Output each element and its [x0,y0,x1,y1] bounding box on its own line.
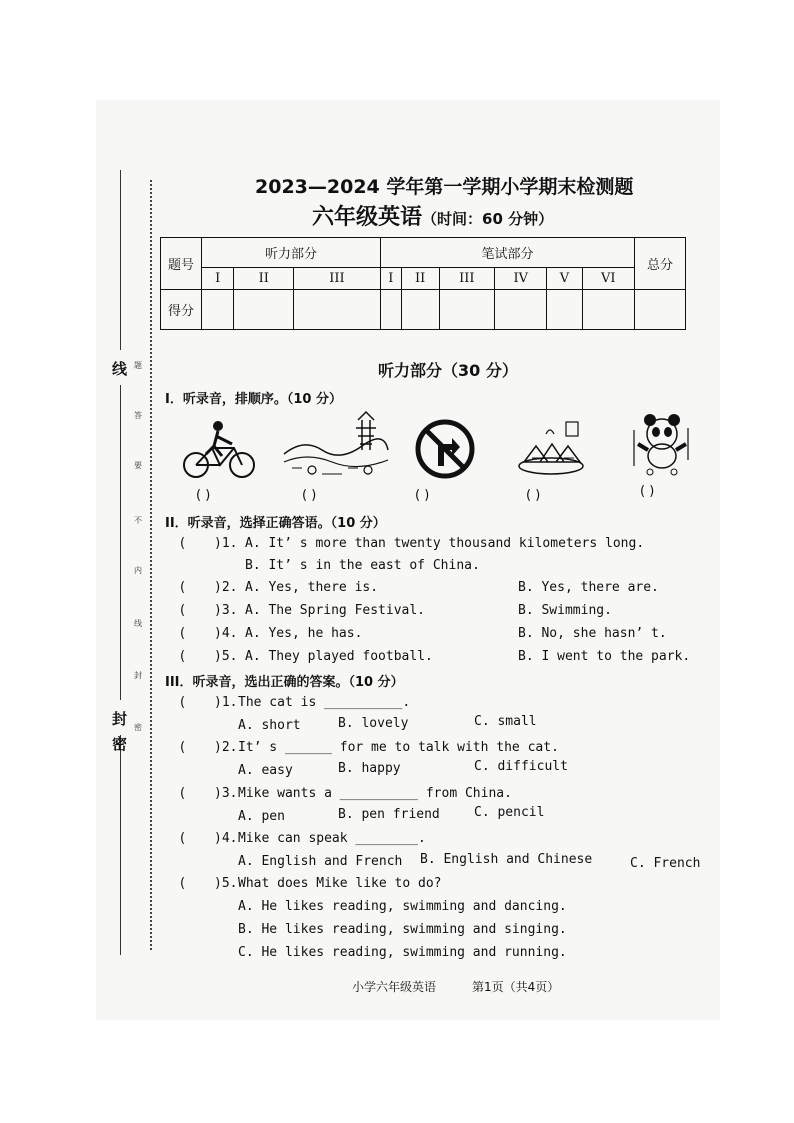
total-score-cell[interactable] [635,290,686,330]
option-c: C. difficult [474,759,568,774]
option-b: B. pen friend [338,807,440,822]
option-a: A. Yes, he has. [245,626,363,641]
option-b: B. Yes, there are. [518,580,659,595]
col-header: I [380,268,401,290]
question-number: )1. [214,695,238,710]
col-header: I [202,268,234,290]
option-c: C. pencil [474,805,545,820]
binding-char-feng: 封 [112,710,128,728]
question-text: What does Mike like to do? [238,876,442,891]
total-score-label: 总分 [635,238,686,290]
binding-dotted-line [150,180,152,950]
question-number: )4. [214,626,238,641]
option-c: C. He likes reading, swimming and running. [238,945,567,960]
order-blank-1[interactable]: ( ) [196,488,211,503]
binding-note-char: 内 [134,566,142,575]
answer-paren[interactable]: ( [180,603,186,618]
no-right-turn-icon [414,418,476,480]
answer-paren[interactable]: ( [180,536,186,551]
binding-line-mid [120,385,121,700]
binding-char-xian: 线 [112,360,128,378]
answer-paren[interactable]: ( [180,831,186,846]
cyclist-icon [182,418,258,480]
order-blank-4[interactable]: ( ) [526,488,541,503]
question-number: )5. [214,876,238,891]
option-a: A. The Spring Festival. [245,603,426,618]
score-cell[interactable] [439,290,494,330]
question-number: )3. [214,603,238,618]
col-header: III [439,268,494,290]
order-blank-5[interactable]: ( ) [640,484,655,499]
col-header: V [547,268,582,290]
question-text: Mike can speak ________. [238,831,426,846]
exam-title: 2023—2024 学年第一学期小学期末检测题 [255,176,634,198]
binding-note-char: 不 [134,516,142,525]
question-text: The cat is __________. [238,695,411,710]
part2-title: II．听录音，选择正确答语。（10 分） [165,516,386,531]
option-a: A. English and French [238,854,403,869]
col-header: III [294,268,381,290]
score-cell[interactable] [202,290,234,330]
option-b: B. lovely [338,716,409,731]
zongzi-icon [516,418,586,480]
binding-note-char: 答 [134,411,142,420]
option-c: C. small [474,714,537,729]
option-a: A. It’ s more than twenty thousand kilometers long. [245,536,645,551]
binding-line-bottom [120,735,121,955]
question-text: Mike wants a __________ from China. [238,786,512,801]
order-blank-2[interactable]: ( ) [302,488,317,503]
answer-paren[interactable]: ( [180,695,186,710]
question-number: )2. [214,740,238,755]
score-table [160,237,686,330]
question-number: )1. [214,536,238,551]
score-row-label: 得分 [161,290,202,330]
score-cell[interactable] [495,290,547,330]
binding-note-char: 密 [134,723,142,732]
score-cell[interactable] [380,290,401,330]
col-header: VI [582,268,634,290]
option-b: B. No, she hasn’ t. [518,626,667,641]
col-header: II [401,268,439,290]
option-b: B. He likes reading, swimming and singing. [238,922,567,937]
score-table-row-label: 题号 [161,238,202,290]
option-b: B. I went to the park. [518,649,691,664]
footer-page-number: 第1页（共4页） [472,980,560,994]
option-b: B. It’ s in the east of China. [245,558,480,573]
col-header: IV [495,268,547,290]
option-a: A. They played football. [245,649,433,664]
part3-title: III．听录音，选出正确的答案。（10 分） [165,675,404,690]
listening-heading: 听力部分（30 分） [378,361,518,380]
part1-title: I．听录音，排顺序。（10 分） [165,392,342,407]
binding-line-top [120,170,121,350]
listening-part-label: 听力部分 [202,238,381,268]
footer-subject: 小学六年级英语 [352,980,437,994]
option-b: B. Swimming. [518,603,612,618]
option-a: A. He likes reading, swimming and dancing. [238,899,567,914]
answer-paren[interactable]: ( [180,786,186,801]
grade-subject: 六年级英语 [312,205,423,230]
time-note: （时间：60 分钟） [422,210,554,228]
writing-part-label: 笔试部分 [380,238,634,268]
option-a: A. Yes, there is. [245,580,379,595]
answer-paren[interactable]: ( [180,626,186,641]
question-number: )4. [214,831,238,846]
score-cell[interactable] [582,290,634,330]
score-cell[interactable] [401,290,439,330]
option-a: A. pen [238,809,285,824]
option-a: A. short [238,718,301,733]
great-wall-icon [282,410,390,480]
option-b: B. English and Chinese [420,852,593,867]
binding-note-char: 封 [134,671,142,680]
question-text: It’ s ______ for me to talk with the cat. [238,740,559,755]
score-cell[interactable] [294,290,381,330]
option-c: C. French [630,856,701,871]
panda-icon [628,410,694,478]
option-a: A. easy [238,763,293,778]
order-blank-3[interactable]: ( ) [415,488,430,503]
binding-margin [112,170,162,960]
question-number: )3. [214,786,238,801]
binding-note-char: 题 [134,361,142,370]
binding-char-mi: 密 [112,735,128,753]
answer-paren[interactable]: ( [180,580,186,595]
col-header: II [234,268,294,290]
question-number: )5. [214,649,238,664]
score-cell[interactable] [547,290,582,330]
exam-subtitle [312,200,553,231]
answer-paren[interactable]: ( [180,649,186,664]
binding-note-char: 要 [134,461,142,470]
answer-paren[interactable]: ( [180,740,186,755]
option-b: B. happy [338,761,401,776]
answer-paren[interactable]: ( [180,876,186,891]
binding-note-char: 线 [134,619,142,628]
score-cell[interactable] [234,290,294,330]
question-number: )2. [214,580,238,595]
